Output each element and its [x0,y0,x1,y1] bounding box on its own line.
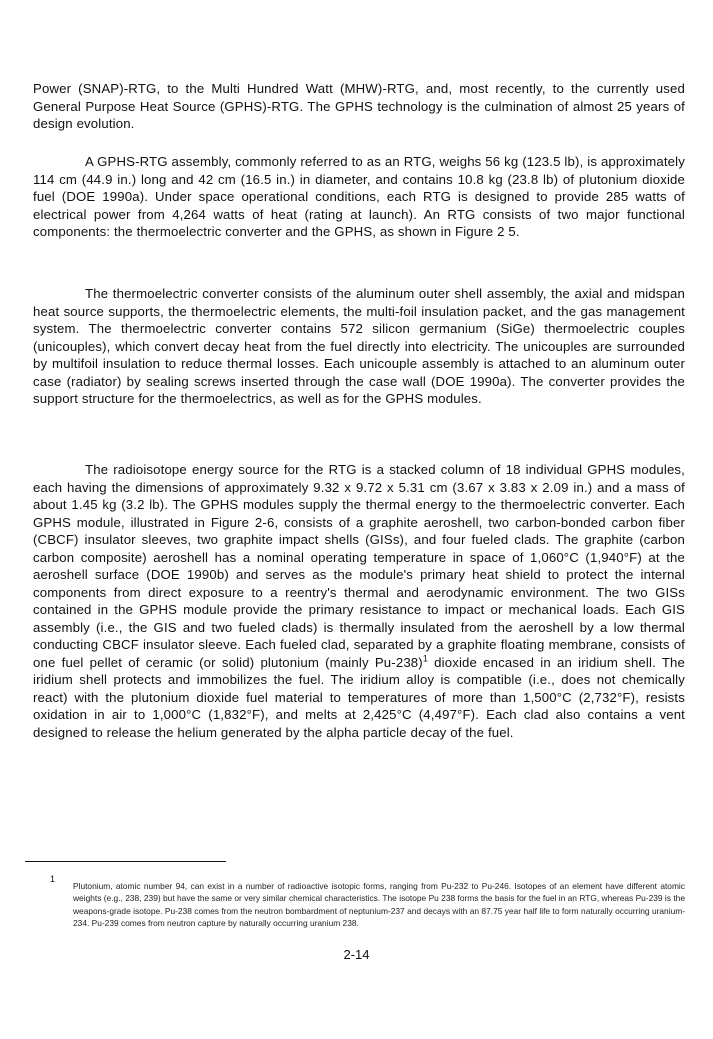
footnote-marker: 1 [50,874,56,884]
footnote-reference: 1 [422,653,428,664]
paragraph-rtg-history: Power (SNAP)-RTG, to the Multi Hundred Watt (MHW)-RTG, and, most recently, to the currently used General Purpose Heat Source (GPHS)-RTG. The GPHS technology is the culmination of almost 25 years of design evolution. [33,81,685,131]
paragraph-thermoelectric-converter: The thermoelectric converter consists of the aluminum outer shell assembly, the axial and midspan heat source supports, the thermoelectric elements, the multi-foil insulation packet, and the gas management system. The thermoelectric converter contains 572 silicon germanium (SiGe) thermoelectric couples (unicouples), which convert decay heat from the fuel directly into electricity. The unicouples are surrounded by multifoil insulation to reduce thermal losses. Each unicouple assembly is attached to an aluminum outer case (radiator) by sealing screws inserted through the case wall (DOE 1990a). The converter provides the support structure for the thermoelectrics, as well as for the GPHS modules. [33,286,685,406]
paragraph-radioisotope-energy-source [33,461,685,741]
paragraph-gphs-rtg-assembly: A GPHS-RTG assembly, commonly referred to as an RTG, weighs 56 kg (123.5 lb), is approximately 114 cm (44.9 in.) long and 42 cm (16.5 in.) in diameter, and contains 10.8 kg (23.8 lb) of plutonium dioxide fuel (DOE 1990a). Under space operational conditions, each RTG is designed to provide 285 watts of electrical power from 4,264 watts of heat (rating at launch). An RTG consists of two major functional components: the thermoelectric converter and the GPHS, as shown in Figure 2 5. [33,154,685,239]
footnote-divider [25,861,226,862]
paragraph-text-part-2: dioxide encased in an iridium shell. The iridium shell protects and immobilizes the fuel. The iridium alloy is compatible (i.e., does not chemically react) with the plutonium dioxide fuel material to temperatures of more than 1,500°C (2,732°F), resists oxidation in air to 1,000°C (1,832°F), and melts at 2,425°C (4,497°F). Each clad also contains a vent designed to release the helium generated by the alpha particle decay of the fuel. [33,654,685,740]
footnote-text: Plutonium, atomic number 94, can exist in a number of radioactive isotopic forms, ranging from Pu-232 to Pu-246. Isotopes of an element have different atomic weights (e.g., 238, 239) but have the same or very similar chemical characteristics. The isotope Pu 238 forms the basis for the fuel in an RTG, whereas Pu-239 is the weapons-grade isotope. Pu-238 comes from the neutron bombardment of neptunium-237 and decays with an 87.75 year half life to form naturally occurring uranium-234. Pu-239 comes from neutron capture by naturally occurring uranium 238. [73,881,685,929]
paragraph-text-part-1: The radioisotope energy source for the RTG is a stacked column of 18 individual GPHS modules, each having the dimensions of approximately 9.32 x 9.72 x 5.31 cm (3.67 x 3.83 x 2.09 in.) and a mass of about 1.45 kg (3.2 lb). The GPHS modules supply the thermal energy to the thermoelectric converter. Each GPHS module, illustrated in Figure 2-6, consists of a graphite aeroshell, two carbon-bonded carbon fiber (CBCF) insulator sleeves, two graphite impact shells (GISs), and four fueled clads. The graphite (carbon carbon composite) aeroshell has a nominal operating temperature in space of 1,060°C (1,940°F) at the aeroshell surface (DOE 1990b) and serves as the module's primary heat shield to protect the internal components from direct exposure to a reentry's thermal and aerodynamic environment. The two GISs contained in the GPHS module provide the primary resistance to impact or mechanical loads. Each GIS assembly (i.e., the GIS and two fueled clads) is thermally insulated from the aeroshell by a low thermal conducting CBCF insulator sleeve. Each fueled clad, separated by a graphite floating membrane, consists of one fuel pellet of ceramic (or solid) plutonium (mainly Pu-238) [33,462,685,670]
page-number: 2-14 [343,947,370,962]
